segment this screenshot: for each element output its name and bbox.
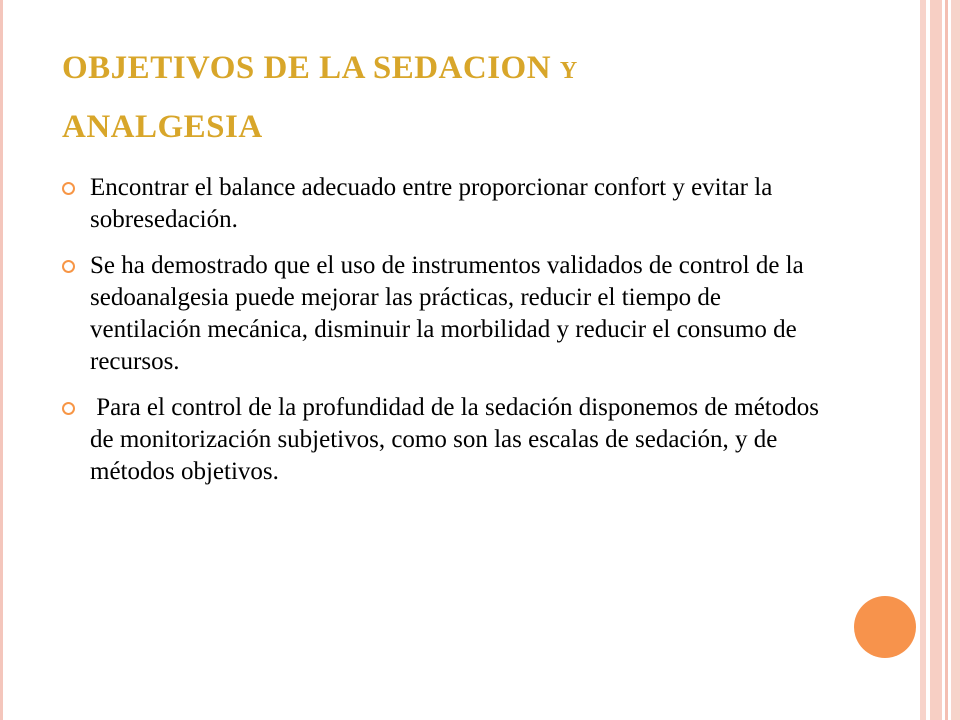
circle-bullet-icon — [62, 402, 75, 415]
title-line1-small: Y — [559, 58, 578, 84]
bullet-text: Se ha demostrado que el uso de instrumentos validados de control de la sedoanalgesia puede mejorar las prácticas, reducir el tiempo de ventilación mecánica, disminuir la morbilidad y reducir el consumo de recursos. — [90, 252, 804, 375]
decorative-stripe — [930, 0, 942, 720]
bullet-text: Para el control de la profundidad de la sedación disponemos de métodos de monitorización subjetivos, como son las escalas de sedación, y de métodos objetivos. — [90, 394, 826, 485]
slide-title — [62, 40, 822, 155]
title-line2: ANALGESIA — [62, 109, 263, 145]
bullet-list — [62, 172, 826, 502]
title-line1: OBJETIVOS DE LA SEDACION — [62, 50, 560, 86]
decorative-circle — [854, 596, 916, 658]
decorative-stripe — [951, 0, 960, 720]
bullet-item — [62, 250, 822, 378]
bullet-item — [62, 172, 822, 236]
bullet-item — [62, 392, 826, 488]
circle-bullet-icon — [62, 260, 75, 273]
circle-bullet-icon — [62, 182, 75, 195]
bullet-text: Encontrar el balance adecuado entre proporcionar confort y evitar la sobresedación. — [90, 174, 773, 233]
left-border-line — [0, 0, 3, 720]
